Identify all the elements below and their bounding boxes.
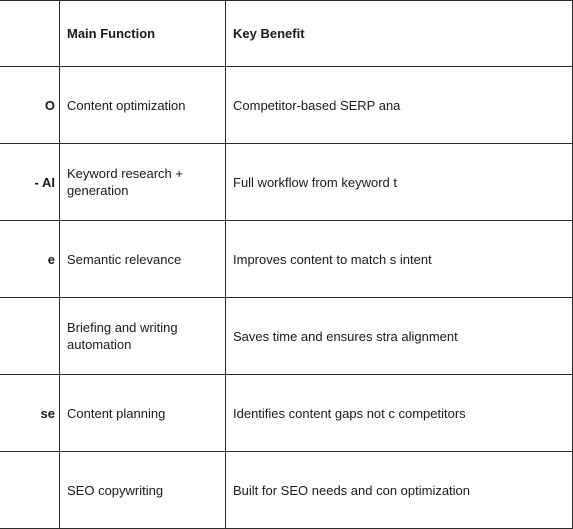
table-header-row — [0, 1, 573, 67]
key-benefit-cell: Improves content to match s intent — [226, 221, 573, 298]
table-row — [0, 67, 573, 144]
key-benefit-cell: Full workflow from keyword t — [226, 144, 573, 221]
header-tool — [0, 1, 60, 67]
table-row — [0, 375, 573, 452]
main-function-cell: Briefing and writing automation — [60, 298, 226, 375]
table-row — [0, 298, 573, 375]
main-function-cell: Keyword research + generation — [60, 144, 226, 221]
key-benefit-cell: Built for SEO needs and con optimization — [226, 452, 573, 529]
table-row — [0, 452, 573, 529]
table-row — [0, 221, 573, 298]
main-function-cell: Content optimization — [60, 67, 226, 144]
main-function-cell: SEO copywriting — [60, 452, 226, 529]
key-benefit-cell: Competitor-based SERP ana — [226, 67, 573, 144]
key-benefit-cell: Saves time and ensures stra alignment — [226, 298, 573, 375]
key-benefit-cell: Identifies content gaps not c competitors — [226, 375, 573, 452]
tool-name-cell: O — [0, 67, 60, 144]
tool-name-cell: - AI — [0, 144, 60, 221]
main-function-cell: Content planning — [60, 375, 226, 452]
header-main-function: Main Function — [60, 1, 226, 67]
main-function-cell: Semantic relevance — [60, 221, 226, 298]
tool-name-cell: se — [0, 375, 60, 452]
tool-name-cell — [0, 452, 60, 529]
header-key-benefit: Key Benefit — [226, 1, 573, 67]
tool-name-cell: e — [0, 221, 60, 298]
tool-name-cell — [0, 298, 60, 375]
table-row — [0, 144, 573, 221]
